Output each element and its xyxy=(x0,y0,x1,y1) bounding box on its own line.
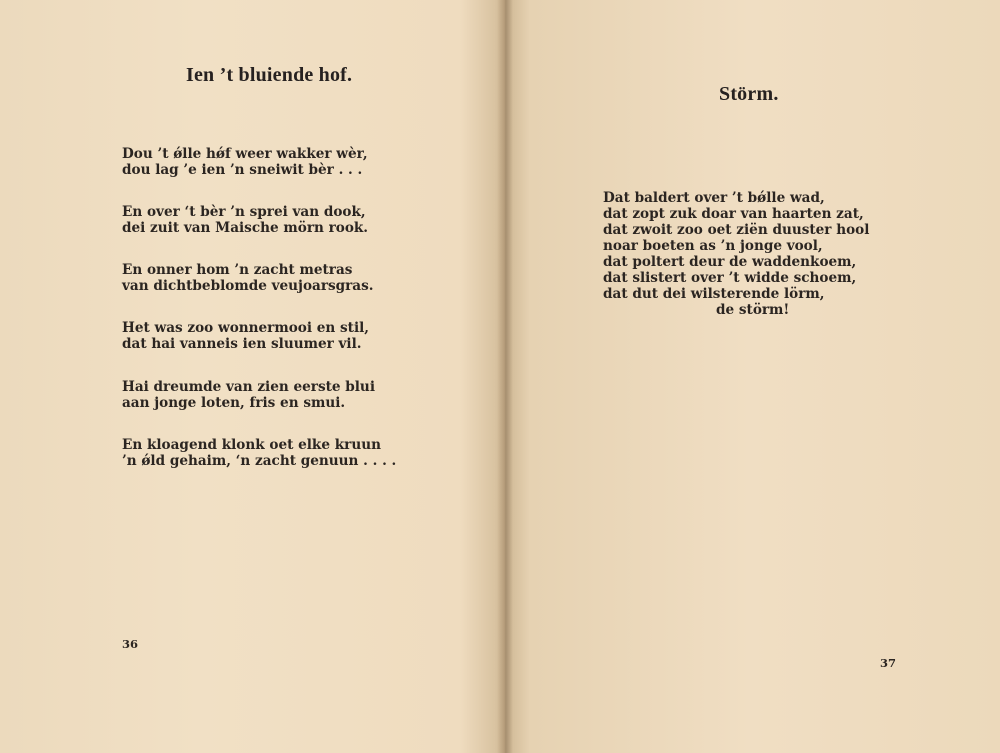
stanza-4 xyxy=(122,320,369,352)
poem-line: dat hai vanneis ien sluumer vil. xyxy=(122,336,362,352)
poem-line: dei zuit van Maische mörn rook. xyxy=(122,220,369,236)
poem-line: dat slistert over ’t widde schoem, xyxy=(603,270,857,286)
poem-line: dat zwoit zoo oet ziën duuster hool xyxy=(603,222,870,238)
poem-line: dat poltert deur de waddenkoem, xyxy=(603,254,857,270)
poem-line: aan jonge loten, fris en smui. xyxy=(122,395,346,411)
right-page xyxy=(510,0,1000,753)
stanza-1 xyxy=(122,146,368,178)
stanza-3 xyxy=(122,262,374,294)
stanza-6 xyxy=(122,437,396,469)
poem-line: Dou ’t ǿlle hǿf weer wakker wèr, xyxy=(122,146,368,162)
poem-line: Dat baldert over ’t bǿlle wad, xyxy=(603,190,825,206)
poem-line: dat zopt zuk doar van haarten zat, xyxy=(603,206,864,222)
poem-line: van dichtbeblomde veujoarsgras. xyxy=(122,278,374,294)
poem-line: dou lag ’e ien ’n sneiwit bèr . . . xyxy=(122,162,363,178)
poem-title-right: Störm. xyxy=(719,83,779,105)
page-number-right: 37 xyxy=(880,656,897,670)
poem-title-left: Ien ’t bluiende hof. xyxy=(186,64,353,86)
poem-line: ’n ǿld gehaim, ‘n zacht genuun . . . . xyxy=(122,453,397,469)
poem-line: En onner hom ’n zacht metras xyxy=(122,262,353,278)
poem-line: Hai dreumde van zien eerste blui xyxy=(122,379,375,395)
poem-line: En over ‘t bèr ’n sprei van dook, xyxy=(122,204,366,220)
poem-line: noar boeten as ’n jonge vool, xyxy=(603,238,823,254)
poem-line: En kloagend klonk oet elke kruun xyxy=(122,437,381,453)
poem-line: Het was zoo wonnermooi en stil, xyxy=(122,320,370,336)
poem-line: de störm! xyxy=(716,302,790,318)
stanza-2 xyxy=(122,204,368,236)
stanza-5 xyxy=(122,379,375,411)
page-number-left: 36 xyxy=(122,637,139,651)
stanza-storm xyxy=(603,190,869,318)
poem-line: dat dut dei wilsterende lörm, xyxy=(603,286,825,302)
